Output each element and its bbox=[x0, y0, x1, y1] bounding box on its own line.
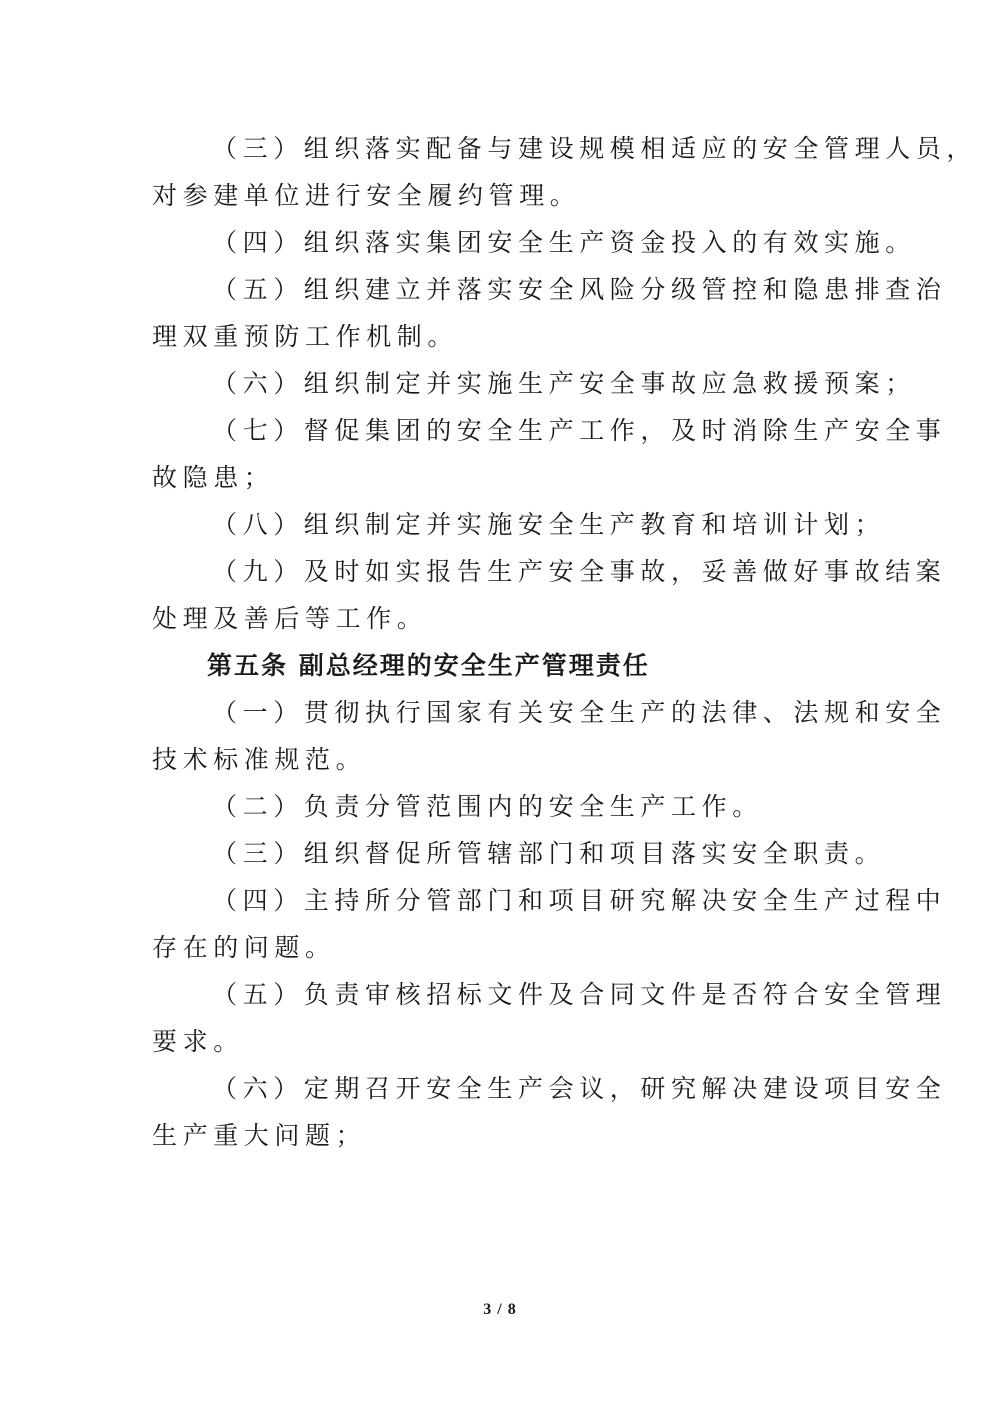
clause-3-line-1: （三）组织落实配备与建设规模相适应的安全管理人员， bbox=[212, 134, 978, 163]
clause-7-line-2: 故隐患； bbox=[152, 463, 275, 492]
page-number: 3 / 8 bbox=[483, 1301, 517, 1318]
art5-clause-1-line-2: 技术标准规范。 bbox=[152, 745, 367, 774]
art5-clause-3-line-1: （三）组织督促所管辖部门和项目落实安全职责。 bbox=[212, 839, 886, 868]
clause-3-line-2: 对参建单位进行安全履约管理。 bbox=[152, 181, 581, 210]
art5-clause-2-line-1: （二）负责分管范围内的安全生产工作。 bbox=[212, 792, 763, 821]
art5-clause-1-line-1: （一）贯彻执行国家有关安全生产的法律、法规和安全 bbox=[212, 698, 947, 727]
clause-9-line-1: （九）及时如实报告生产安全事故，妥善做好事故结案 bbox=[212, 557, 947, 586]
art5-clause-5-line-1: （五）负责审核招标文件及合同文件是否符合安全管理 bbox=[212, 980, 947, 1009]
art5-clause-6-line-2: 生产重大问题； bbox=[152, 1121, 367, 1150]
clause-7-line-1: （七）督促集团的安全生产工作，及时消除生产安全事 bbox=[212, 416, 947, 445]
clause-8-line-1: （八）组织制定并实施安全生产教育和培训计划； bbox=[212, 510, 886, 539]
article-5-heading: 第五条 副总经理的安全生产管理责任 bbox=[207, 651, 650, 680]
clause-4-line-1: （四）组织落实集团安全生产资金投入的有效实施。 bbox=[212, 228, 916, 257]
art5-clause-4-line-1: （四）主持所分管部门和项目研究解决安全生产过程中 bbox=[212, 886, 947, 915]
clause-9-line-2: 处理及善后等工作。 bbox=[152, 604, 428, 633]
art5-clause-5-line-2: 要求。 bbox=[152, 1027, 244, 1056]
clause-5-line-2: 理双重预防工作机制。 bbox=[152, 322, 459, 351]
art5-clause-6-line-1: （六）定期召开安全生产会议，研究解决建设项目安全 bbox=[212, 1074, 947, 1103]
clause-5-line-1: （五）组织建立并落实安全风险分级管控和隐患排查治 bbox=[212, 275, 947, 304]
art5-clause-4-line-2: 存在的问题。 bbox=[152, 933, 336, 962]
clause-6-line-1: （六）组织制定并实施生产安全事故应急救援预案； bbox=[212, 369, 916, 398]
